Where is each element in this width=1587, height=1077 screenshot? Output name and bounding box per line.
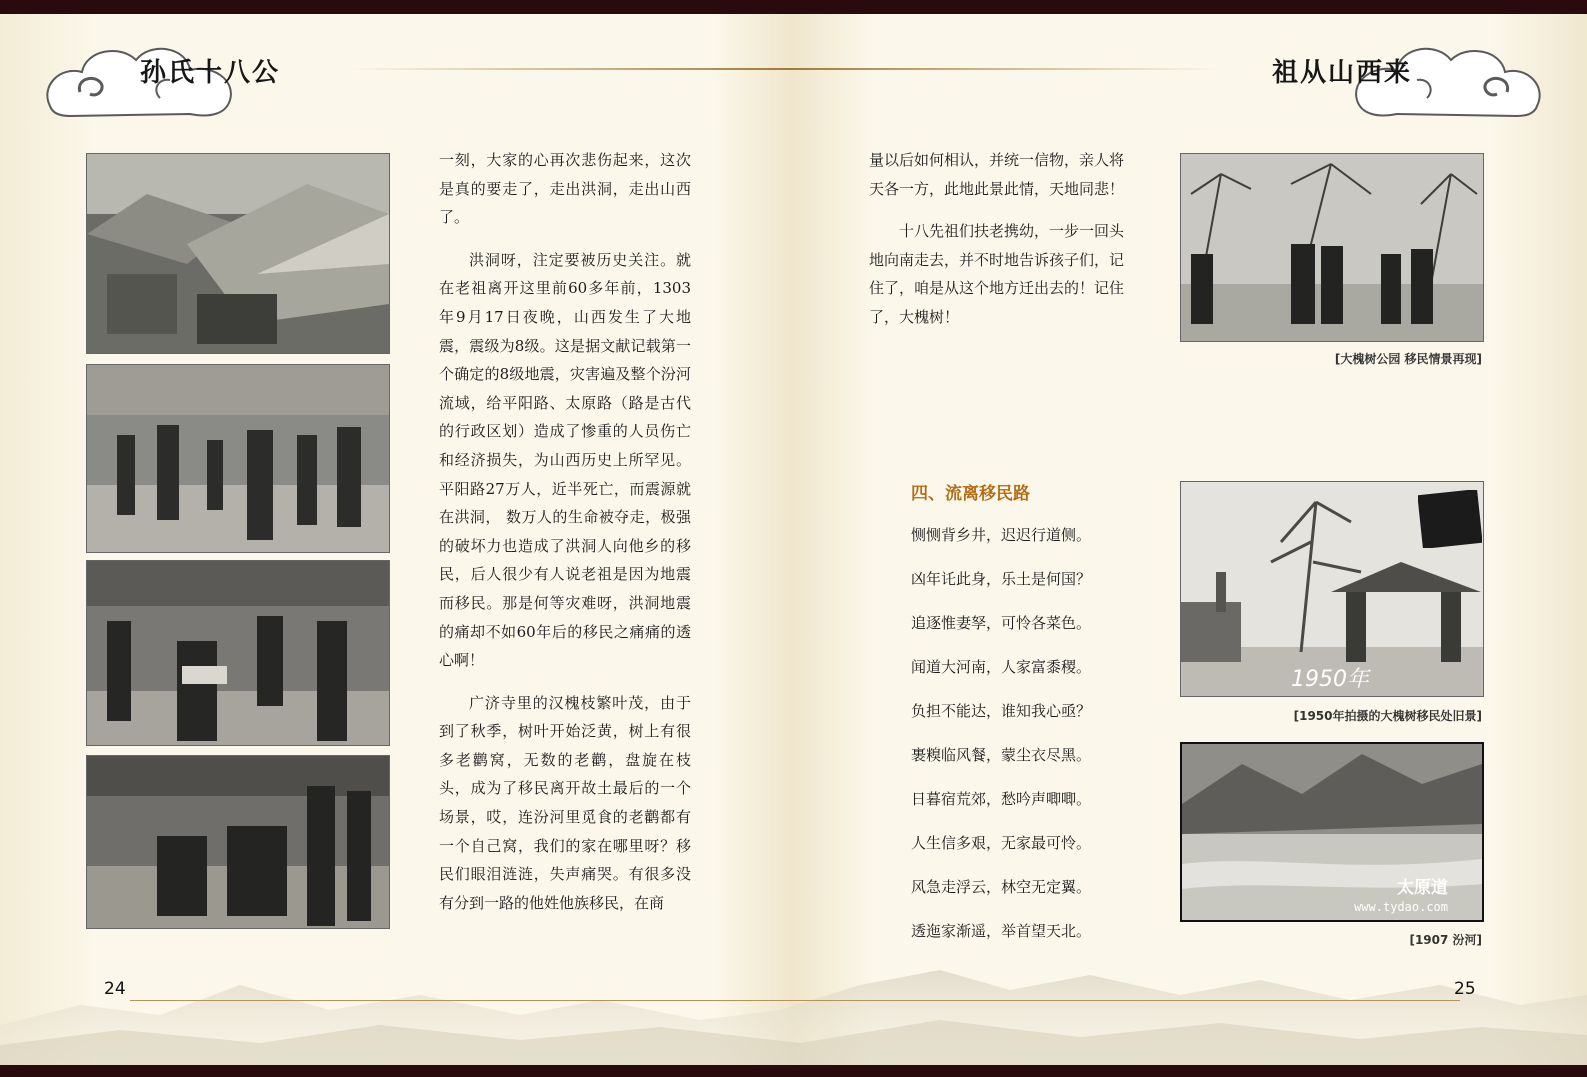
poem-line: 裹糗临风餐，蒙尘衣尽黑。 — [911, 746, 1092, 764]
poem — [911, 524, 1091, 964]
right-text-column — [869, 146, 1124, 346]
photo-big-locust-park — [1180, 153, 1484, 342]
header-title-right: 祖从山西来 — [1272, 58, 1413, 88]
bottom-border — [0, 1065, 1587, 1077]
header-divider — [350, 68, 1220, 70]
poem-line: 风急走浮云，林空无定翼。 — [911, 878, 1092, 896]
poem-line: 凶年讬此身，乐土是何国？ — [911, 570, 1092, 588]
watermark-name: 太原道 — [1397, 878, 1448, 898]
paragraph: 洪洞呀，注定要被历史关注。就在老祖离开这里前60多年前，1303年9月17日夜晚，山西发生了大地震，震级为8级。这是据文献记载第一个确定的8级地震，灾害遍及整个汾河流域，给平阳路、太原路（路是古代的行政区划）造成了惨重的人员伤亡和经济损失，为山西历史上所罕见。平阳路27万人，近半死亡，而震源就在洪洞， 数万人的生命被夺走，极强的破坏力也造成了洪洞人向他乡的移民，后人很少有人说老祖是因为地震而移民。那是何等灾难呀，洪洞地震的痛却不如60年后的移民之痛痛的透心啊！ — [439, 250, 691, 670]
photo-temple-roofs — [86, 153, 390, 354]
header-title-left: 孙氏十八公 — [140, 58, 281, 88]
page-number-right: 25 — [1454, 979, 1476, 999]
poem-line: 负担不能达，谁知我心亟？ — [911, 702, 1092, 720]
photo-crowd-reenactment-1 — [86, 364, 390, 553]
top-border — [0, 0, 1587, 14]
photo-year-mark: 1950年 — [1291, 667, 1369, 692]
section-title: 四、流离移民路 — [911, 484, 1030, 504]
left-text-column — [439, 146, 691, 931]
poem-line: 闻道大河南，人家富黍稷。 — [911, 658, 1092, 676]
poem-line: 透迤家渐遥，举首望天北。 — [911, 922, 1092, 940]
seal-stamp — [1418, 490, 1482, 548]
caption-big-locust-park: [大槐树公园 移民情景再现] — [1334, 352, 1482, 366]
caption-1907-fen-river: [1907 汾河] — [1409, 933, 1482, 947]
photo-crowd-reenactment-2 — [86, 560, 390, 746]
poem-line: 恻恻背乡井，迟迟行道侧。 — [911, 526, 1092, 544]
caption-1950-old-site: [1950年拍摄的大槐树移民处旧景] — [1293, 709, 1482, 723]
footer-divider — [130, 1000, 1460, 1001]
poem-line: 人生信多艰，无家最可怜。 — [911, 834, 1092, 852]
watermark-url: www.tydao.com — [1354, 900, 1448, 914]
paragraph: 广济寺里的汉槐枝繁叶茂，由于到了秋季，树叶开始泛黄，树上有很多老鹳窝，无数的老鹳，盘旋在枝头，成为了移民离开故土最后的一个场景，哎，连汾河里觅食的老鹳都有一个自己窝，我们的家在哪里呀？移民们眼泪涟涟，失声痛哭。有很多没有分到一路的他姓他族移民，在商 — [439, 693, 691, 912]
poem-line: 追逐惟妻孥，可怜各菜色。 — [911, 614, 1092, 632]
paragraph: 一刻，大家的心再次悲伤起来，这次是真的要走了，走出洪洞，走出山西了。 — [439, 151, 691, 227]
photo-farewell-scene — [86, 755, 390, 929]
paragraph: 十八先祖们扶老携幼，一步一回头地向南走去，并不时地告诉孩子们，记住了，咱是从这个地方迁出去的！记住了，大槐树！ — [869, 222, 1125, 326]
paragraph: 量以后如何相认，并统一信物，亲人将天各一方，此地此景此情，天地同悲！ — [869, 151, 1125, 198]
page-number-left: 24 — [104, 979, 126, 999]
poem-line: 日暮宿荒郊，愁吟声唧唧。 — [911, 790, 1092, 808]
photo-1907-fen-river — [1180, 742, 1484, 922]
